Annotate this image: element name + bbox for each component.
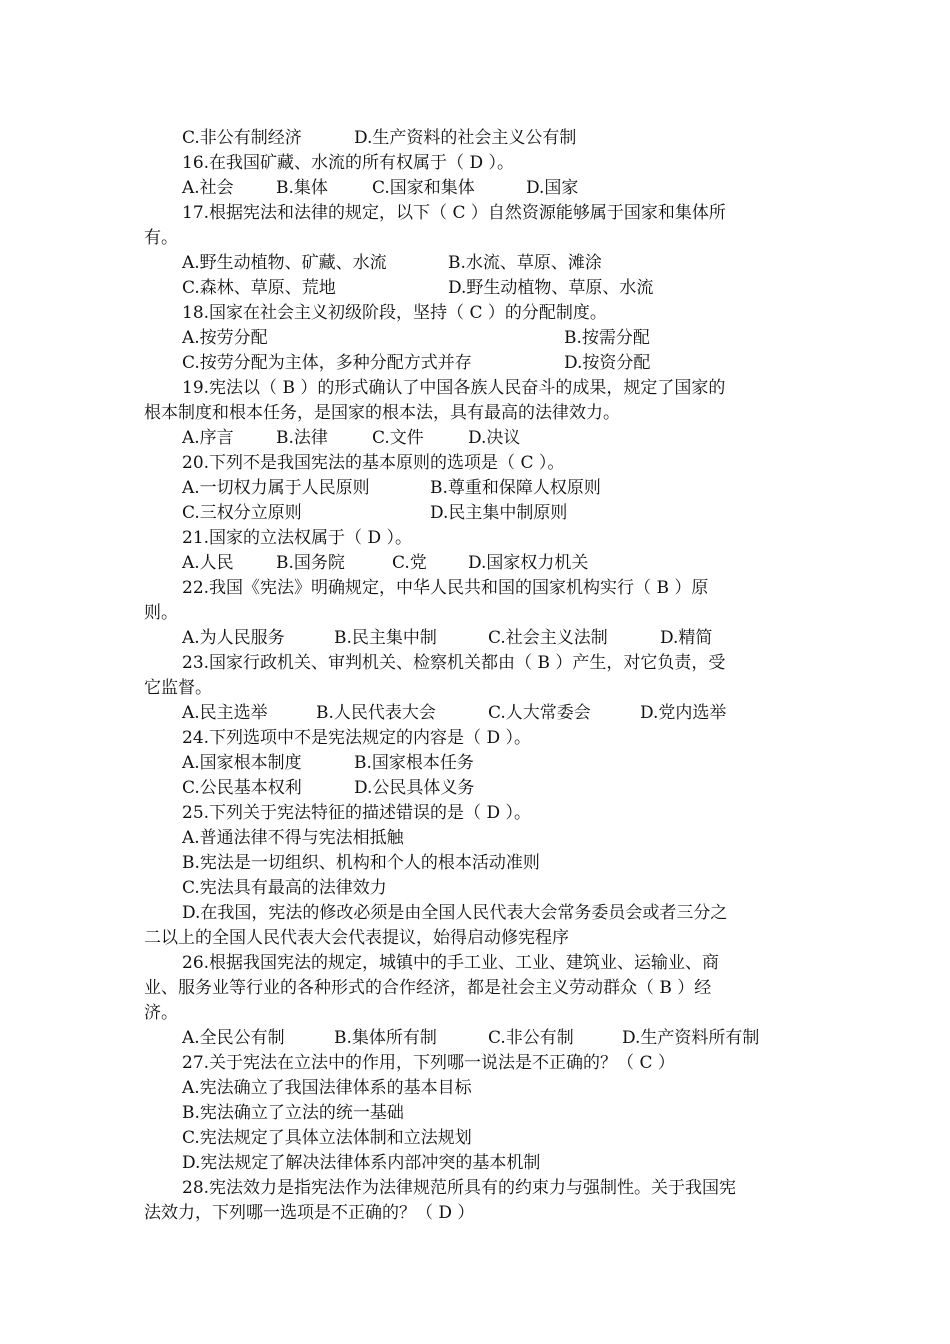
option-d: D.国家权力机关	[468, 553, 589, 573]
option-c: C.国家和集体	[372, 178, 475, 198]
option-d-line2: 二以上的全国人民代表大会代表提议，始得启动修宪程序	[144, 928, 569, 948]
option-d: D.生产资料的社会主义公有制	[354, 128, 577, 148]
option-a: A.国家根本制度	[182, 753, 302, 773]
question-19-line1: 19.宪法以（ B ）的形式确认了中国各族人民奋斗的成果，规定了国家的	[182, 378, 726, 398]
option-a: A.按劳分配	[182, 328, 268, 348]
option-c: C.人大常委会	[488, 703, 591, 723]
question-19-line2: 根本制度和根本任务，是国家的根本法，具有最高的法律效力。	[144, 403, 620, 423]
option-d: D.生产资料所有制	[622, 1028, 760, 1048]
option-c: C.宪法规定了具体立法体制和立法规划	[182, 1128, 472, 1148]
option-a: A.社会	[182, 178, 234, 198]
option-b: B.国家根本任务	[354, 753, 474, 773]
question-16: 16.在我国矿藏、水流的所有权属于（ D ）。	[182, 153, 514, 173]
option-c: C.文件	[372, 428, 424, 448]
question-26-line1: 26.根据我国宪法的规定，城镇中的手工业、工业、建筑业、运输业、商	[182, 953, 720, 973]
question-20: 20.下列不是我国宪法的基本原则的选项是（ C ）。	[182, 453, 565, 473]
question-23-line1: 23.国家行政机关、审判机关、检察机关都由（ B ）产生，对它负责，受	[182, 653, 726, 673]
option-d: D.公民具体义务	[354, 778, 475, 798]
option-d: D.宪法规定了解决法律体系内部冲突的基本机制	[182, 1153, 541, 1173]
option-d-line1: D.在我国，宪法的修改必须是由全国人民代表大会常务委员会或者三分之	[182, 903, 728, 923]
question-26-line3: 济。	[144, 1003, 178, 1023]
option-b: B.法律	[276, 428, 328, 448]
option-b: B.宪法确立了立法的统一基础	[182, 1103, 404, 1123]
question-28-line1: 28.宪法效力是指宪法作为法律规范所具有的约束力与强制性。关于我国宪	[182, 1178, 737, 1198]
option-d: D.按资分配	[564, 353, 651, 373]
option-d: D.民主集中制原则	[430, 503, 568, 523]
question-25: 25.下列关于宪法特征的描述错误的是（ D ）。	[182, 803, 531, 823]
option-d: D.决议	[468, 428, 521, 448]
question-22-line2: 则。	[144, 603, 178, 623]
option-a: A.人民	[182, 553, 234, 573]
option-b: B.集体	[276, 178, 328, 198]
option-c: C.公民基本权利	[182, 778, 302, 798]
question-18: 18.国家在社会主义初级阶段，坚持（ C ）的分配制度。	[182, 303, 607, 323]
option-d: D.野生动植物、草原、水流	[448, 278, 654, 298]
question-24: 24.下列选项中不是宪法规定的内容是（ D ）。	[182, 728, 531, 748]
option-b: B.宪法是一切组织、机构和个人的根本活动准则	[182, 853, 540, 873]
option-c: C.非公有制	[488, 1028, 574, 1048]
option-c: C.非公有制经济	[182, 128, 302, 148]
option-c: C.三权分立原则	[182, 503, 302, 523]
question-26-line2: 业、服务业等行业的各种形式的合作经济，都是社会主义劳动群众（ B ）经	[144, 978, 712, 998]
option-d: D.党内选举	[640, 703, 727, 723]
question-22-line1: 22.我国《宪法》明确规定，中华人民共和国的国家机构实行（ B ）原	[182, 578, 709, 598]
option-a: A.序言	[182, 428, 234, 448]
option-a: A.野生动植物、矿藏、水流	[182, 253, 387, 273]
option-b: B.尊重和保障人权原则	[430, 478, 601, 498]
option-b: B.按需分配	[564, 328, 650, 348]
option-c: C.森林、草原、荒地	[182, 278, 336, 298]
option-c: C.党	[392, 553, 427, 573]
question-17-line1: 17.根据宪法和法律的规定，以下（ C ）自然资源能够属于国家和集体所	[182, 203, 726, 223]
option-c: C.宪法具有最高的法律效力	[182, 878, 387, 898]
question-21: 21.国家的立法权属于（ D ）。	[182, 528, 412, 548]
option-a: A.民主选举	[182, 703, 268, 723]
question-28-line2: 法效力，下列哪一选项是不正确的？（ D ）	[144, 1203, 475, 1223]
option-d: D.精简	[660, 628, 713, 648]
option-a: A.普通法律不得与宪法相抵触	[182, 828, 404, 848]
option-b: B.集体所有制	[334, 1028, 437, 1048]
option-b: B.民主集中制	[334, 628, 437, 648]
question-17-line2: 有。	[144, 228, 178, 248]
option-c: C.按劳分配为主体，多种分配方式并存	[182, 353, 472, 373]
option-c: C.社会主义法制	[488, 628, 608, 648]
option-b: B.水流、草原、滩涂	[448, 253, 602, 273]
question-27: 27.关于宪法在立法中的作用，下列哪一说法是不正确的？（ C ）	[182, 1053, 675, 1073]
option-a: A.一切权力属于人民原则	[182, 478, 370, 498]
option-a: A.为人民服务	[182, 628, 285, 648]
option-a: A.宪法确立了我国法律体系的基本目标	[182, 1078, 472, 1098]
option-a: A.全民公有制	[182, 1028, 285, 1048]
option-d: D.国家	[526, 178, 579, 198]
question-23-line2: 它监督。	[144, 678, 212, 698]
option-b: B.人民代表大会	[316, 703, 436, 723]
option-b: B.国务院	[276, 553, 345, 573]
